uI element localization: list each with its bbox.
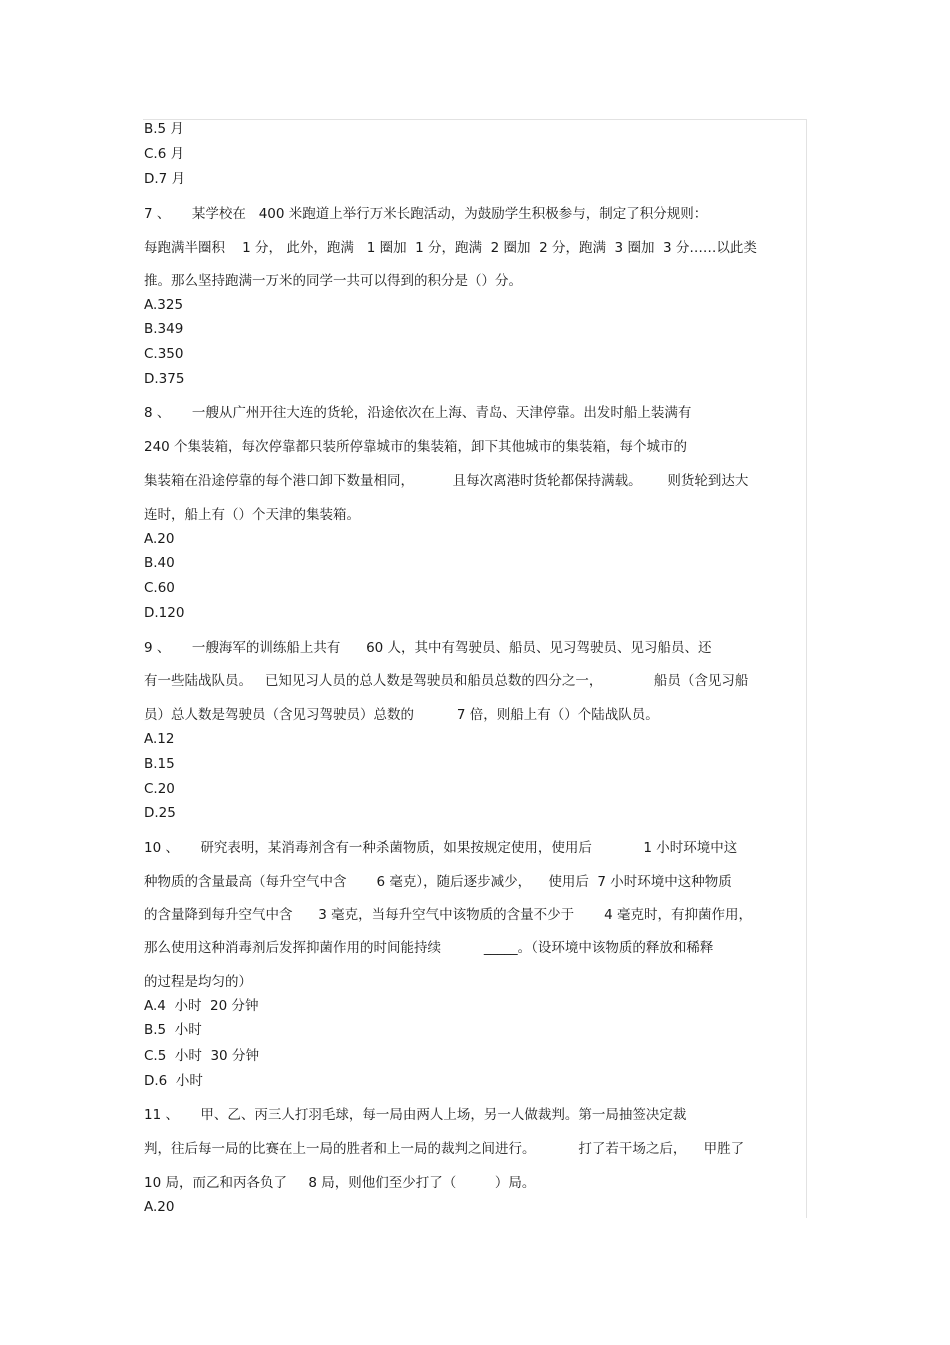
q10-text-line-4: 那么使用这种消毒剂后发挥抑菌作用的时间能持续 _____。（设环境中该物质的释放和稀释 — [144, 940, 714, 956]
q9-text-line-3: 员）总人数是驾驶员（含见习驾驶员）总数的 7 倍，则船上有（）个陆战队员。 — [144, 707, 659, 723]
q9-option-a: A.12 — [144, 731, 175, 747]
q10-option-b: B.5 小时 — [144, 1022, 202, 1038]
q7-text-line-1: 7 、 某学校在 400 米跑道上举行万米长跑活动，为鼓励学生积极参与，制定了积分规则： — [144, 206, 708, 222]
q9-text-line-2: 有一些陆战队员。 已知见习人员的总人数是驾驶员和船员总数的四分之一， 船员（含见习船 — [144, 673, 749, 689]
q7-option-d: D.375 — [144, 371, 185, 387]
q10-option-d: D.6 小时 — [144, 1073, 203, 1089]
q10-text-line-3: 的含量降到每升空气中含 3 毫克，当每升空气中该物质的含量不少于 4 毫克时，有抑菌作用， — [144, 907, 753, 923]
q8-option-d: D.120 — [144, 605, 185, 621]
q7-text-line-3: 推。那么坚持跑满一万米的同学一共可以得到的积分是（）分。 — [144, 273, 522, 289]
q7-text-line-2: 每跑满半圈积 1 分， 此外，跑满 1 圈加 1 分，跑满 2 圈加 2 分，跑满 3 圈加 3 分……以此类 — [144, 240, 757, 256]
q10-text-line-2: 种物质的含量最高（每升空气中含 6 毫克），随后逐步减少， 使用后 7 小时环境中这种物质 — [144, 874, 732, 890]
q8-option-b: B.40 — [144, 555, 175, 571]
q10-option-a: A.4 小时 20 分钟 — [144, 998, 259, 1014]
q11-option-a: A.20 — [144, 1199, 175, 1215]
q11-text-line-1: 11 、 甲、乙、丙三人打羽毛球，每一局由两人上场，另一人做裁判。第一局抽签决定裁 — [144, 1107, 687, 1123]
q8-option-c: C.60 — [144, 580, 175, 596]
q10-option-c: C.5 小时 30 分钟 — [144, 1048, 259, 1064]
q7-option-a: A.325 — [144, 297, 184, 313]
q11-text-line-3: 10 局，而乙和丙各负了 8 局，则他们至少打了（ ）局。 — [144, 1175, 536, 1191]
q8-text-line-3: 集装箱在沿途停靠的每个港口卸下数量相同， 且每次离港时货轮都保持满载。 则货轮到达大 — [144, 473, 749, 489]
q11-text-line-2: 判，往后每一局的比赛在上一局的胜者和上一局的裁判之间进行。 打了若干场之后， 甲胜了 — [144, 1141, 745, 1157]
q8-option-a: A.20 — [144, 531, 175, 547]
q9-option-c: C.20 — [144, 781, 175, 797]
q9-text-line-1: 9 、 一艘海军的训练船上共有 60 人，其中有驾驶员、船员、见习驾驶员、见习船员、还 — [144, 640, 712, 656]
q8-text-line-1: 8 、 一艘从广州开往大连的货轮，沿途依次在上海、青岛、天津停靠。出发时船上装满有 — [144, 405, 692, 421]
q8-text-line-2: 240 个集装箱，每次停靠都只装所停靠城市的集装箱，卸下其他城市的集装箱，每个城市的 — [144, 439, 688, 455]
q10-text-line-5: 的过程是均匀的） — [144, 974, 252, 990]
q7-option-c: C.350 — [144, 346, 184, 362]
q9-option-b: B.15 — [144, 756, 175, 772]
q10-text-line-1: 10 、 研究表明，某消毒剂含有一种杀菌物质，如果按规定使用，使用后 1 小时环境中这 — [144, 840, 738, 856]
q8-text-line-4: 连时，船上有（）个天津的集装箱。 — [144, 507, 360, 523]
q6-option-c: C.6 月 — [144, 146, 185, 162]
q6-option-b: B.5 月 — [144, 121, 184, 137]
q9-option-d: D.25 — [144, 805, 176, 821]
q7-option-b: B.349 — [144, 321, 184, 337]
q6-option-d: D.7 月 — [144, 171, 186, 187]
